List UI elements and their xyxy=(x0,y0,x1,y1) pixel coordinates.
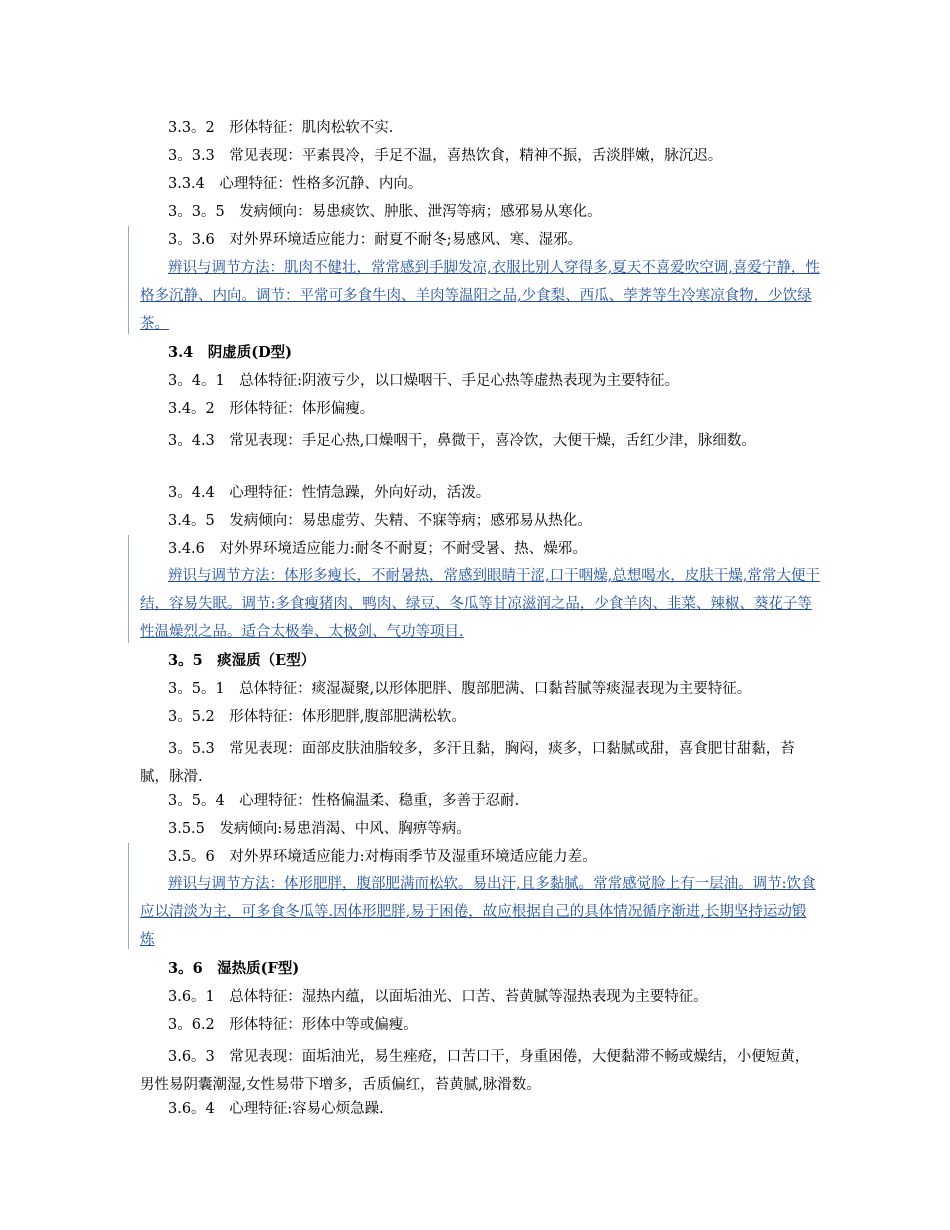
text-line: 3.5。6 对外界环境适应能力:对梅雨季节及湿重环境适应能力差。 xyxy=(168,849,597,865)
text-line: 3。4.3 常见表现：手足心热,口燥咽干，鼻微干，喜冷饮，大便干燥，舌红少津，脉细数。 xyxy=(168,433,756,449)
text-line: 3.6。4 心理特征:容易心烦急躁. xyxy=(168,1101,384,1117)
text-line: 3。4.4 心理特征：性情急躁，外向好动，活泼。 xyxy=(168,485,491,501)
text-line: 3。4。1 总体特征:阴液亏少，以口燥咽干、手足心热等虚热表现为主要特征。 xyxy=(168,373,680,389)
section-heading: 3.4 阴虚质(D型) xyxy=(168,344,293,361)
margin-bar xyxy=(128,226,129,334)
text-line: 3.6。3 常见表现：面垢油光，易生痤疮，口苦口干，身重困倦，大便黏滞不畅或燥结，小便短黄，男性易阴囊潮湿,女性易带下增多，舌质偏红，苔黄腻,脉滑数。 xyxy=(140,1049,810,1093)
text-line: 3。6.2 形体特征：形体中等或偏瘦。 xyxy=(168,1017,418,1033)
text-line: 3。5。4 心理特征：性格偏温柔、稳重，多善于忍耐. xyxy=(168,793,520,809)
section-heading: 3。5 痰湿质（E型） xyxy=(168,652,316,669)
text-line: 3。5.2 形体特征：体形肥胖,腹部肥满松软。 xyxy=(168,709,466,725)
text-line: 3。5。1 总体特征：痰湿凝聚,以形体肥胖、腹部肥满、口黏苔腻等痰湿表现为主要特征。 xyxy=(168,681,752,697)
text-line: 3.3。2 形体特征：肌肉松软不实. xyxy=(168,120,394,136)
section-heading: 3。6 湿热质(F型) xyxy=(168,960,300,977)
text-line: 3.4。5 发病倾向：易患虚劳、失精、不寐等病；感邪易从热化。 xyxy=(168,513,592,529)
text-line: 3.5.5 发病倾向:易患消渴、中风、胸痹等病。 xyxy=(168,821,471,837)
text-line: 3.4。2 形体特征：体形偏瘦。 xyxy=(168,401,375,417)
text-line: 3.4.6 对外界环境适应能力:耐冬不耐夏；不耐受暑、热、燥邪。 xyxy=(168,541,587,557)
margin-bar xyxy=(128,535,129,643)
note-link[interactable]: 辨识与调节方法：肌肉不健壮，常常感到手脚发凉,衣服比别人穿得多,夏天不喜爱吹空调,喜爱宁静，性格多沉静、内向。调节：平常可多食牛肉、羊肉等温阳之品,少食梨、西瓜、荸荠等生冷寒凉食物，少饮绿茶。 xyxy=(140,260,820,332)
note-link[interactable]: 辨识与调节方法：体形多瘦长，不耐暑热，常感到眼睛干涩,口干咽燥,总想喝水，皮肤干燥,常常大便干结，容易失眠。调节:多食瘦猪肉、鸭肉、绿豆、冬瓜等甘凉滋润之品，少食羊肉、韭菜、辣椒、葵花子等性温燥烈之品。适合太极拳、太极剑、气功等项目. xyxy=(140,568,820,640)
text-line: 3。3.3 常见表现：平素畏冷，手足不温，喜热饮食，精神不振，舌淡胖嫩，脉沉迟。 xyxy=(168,148,723,164)
margin-bar xyxy=(128,843,129,949)
text-line: 3。3。5 发病倾向：易患痰饮、肿胀、泄泻等病；感邪易从寒化。 xyxy=(168,204,602,220)
text-line: 3。5.3 常见表现：面部皮肤油脂较多，多汗且黏，胸闷，痰多，口黏腻或甜，喜食肥甘甜黏，苔腻，脉滑. xyxy=(140,741,795,785)
text-line: 3.6。1 总体特征：湿热内蕴，以面垢油光、口苦、苔黄腻等湿热表现为主要特征。 xyxy=(168,989,708,1005)
text-line: 3.3.4 心理特征：性格多沉静、内向。 xyxy=(168,176,423,192)
note-link[interactable]: 辨识与调节方法：体形肥胖，腹部肥满而松软。易出汗,且多黏腻。常常感觉脸上有一层油。调节:饮食应以清淡为主，可多食冬瓜等.因体形肥胖,易于困倦，故应根据自己的具体情况循序渐进,长期坚持运动锻炼 xyxy=(140,876,816,948)
text-line: 3。3.6 对外界环境适应能力：耐夏不耐冬;易感风、寒、湿邪。 xyxy=(168,232,583,248)
